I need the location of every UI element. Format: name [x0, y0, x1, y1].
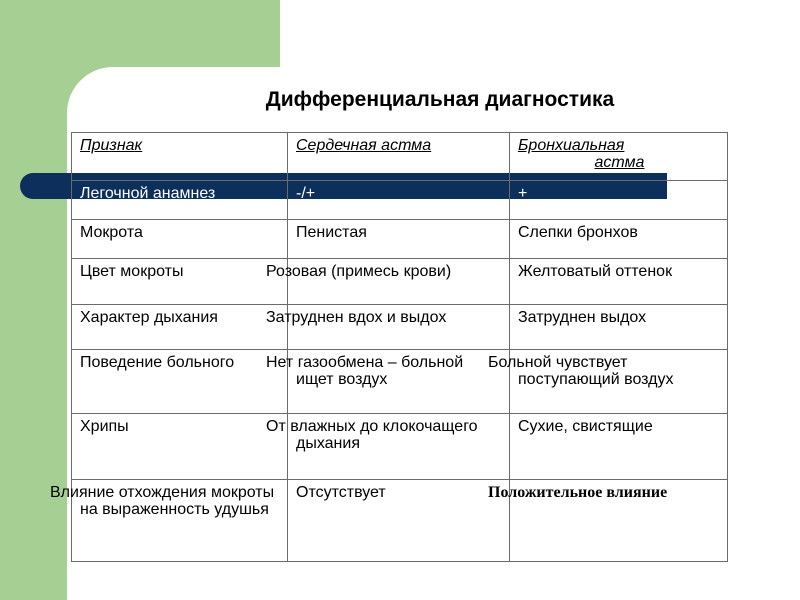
- cell-cardiac: Розовая (примесь крови): [288, 259, 510, 305]
- cell-cardiac: Пенистая: [288, 220, 510, 259]
- table-header-row: [72, 133, 728, 181]
- cell-cardiac: Нет газообмена – больной ищет воздух: [288, 350, 510, 414]
- cell-sign: Поведение больного: [72, 350, 288, 414]
- table-row: [72, 305, 728, 350]
- table-row: [72, 259, 728, 305]
- table-row: [72, 480, 728, 562]
- cell-bronchial: Затруднен выдох: [510, 305, 728, 350]
- cell-bronchial: Положительное влияние: [510, 480, 728, 562]
- cell-bronchial: Сухие, свистящие: [510, 414, 728, 480]
- table-row: [72, 220, 728, 259]
- table-row: [72, 181, 728, 220]
- cell-cardiac: -/+: [288, 181, 510, 220]
- cell-cardiac: Затруднен вдох и выдох: [288, 305, 510, 350]
- cell-sign: Легочной анамнез: [72, 181, 288, 220]
- diagnosis-table: [50, 132, 728, 562]
- table-row: [72, 414, 728, 480]
- header-sign: Признак: [72, 133, 288, 181]
- table-row: [72, 350, 728, 414]
- cell-cardiac: Отсутствует: [288, 480, 510, 562]
- cell-sign: Влияние отхождения мокроты на выраженность удушья: [72, 480, 288, 562]
- cell-sign: Мокрота: [72, 220, 288, 259]
- header-cardiac: Сердечная астма: [288, 133, 510, 181]
- cell-bronchial: Желтоватый оттенок: [510, 259, 728, 305]
- cell-cardiac: От влажных до клокочащего дыхания: [288, 414, 510, 480]
- cell-sign: Хрипы: [72, 414, 288, 480]
- cell-sign: Цвет мокроты: [72, 259, 288, 305]
- header-bronchial: Бронхиальная астма: [510, 133, 728, 181]
- cell-sign: Характер дыхания: [72, 305, 288, 350]
- cell-bronchial: Больной чувствует поступающий воздух: [510, 350, 728, 414]
- cell-bronchial: +: [510, 181, 728, 220]
- cell-bronchial: Слепки бронхов: [510, 220, 728, 259]
- page-title: Дифференциальная диагностика: [265, 88, 615, 111]
